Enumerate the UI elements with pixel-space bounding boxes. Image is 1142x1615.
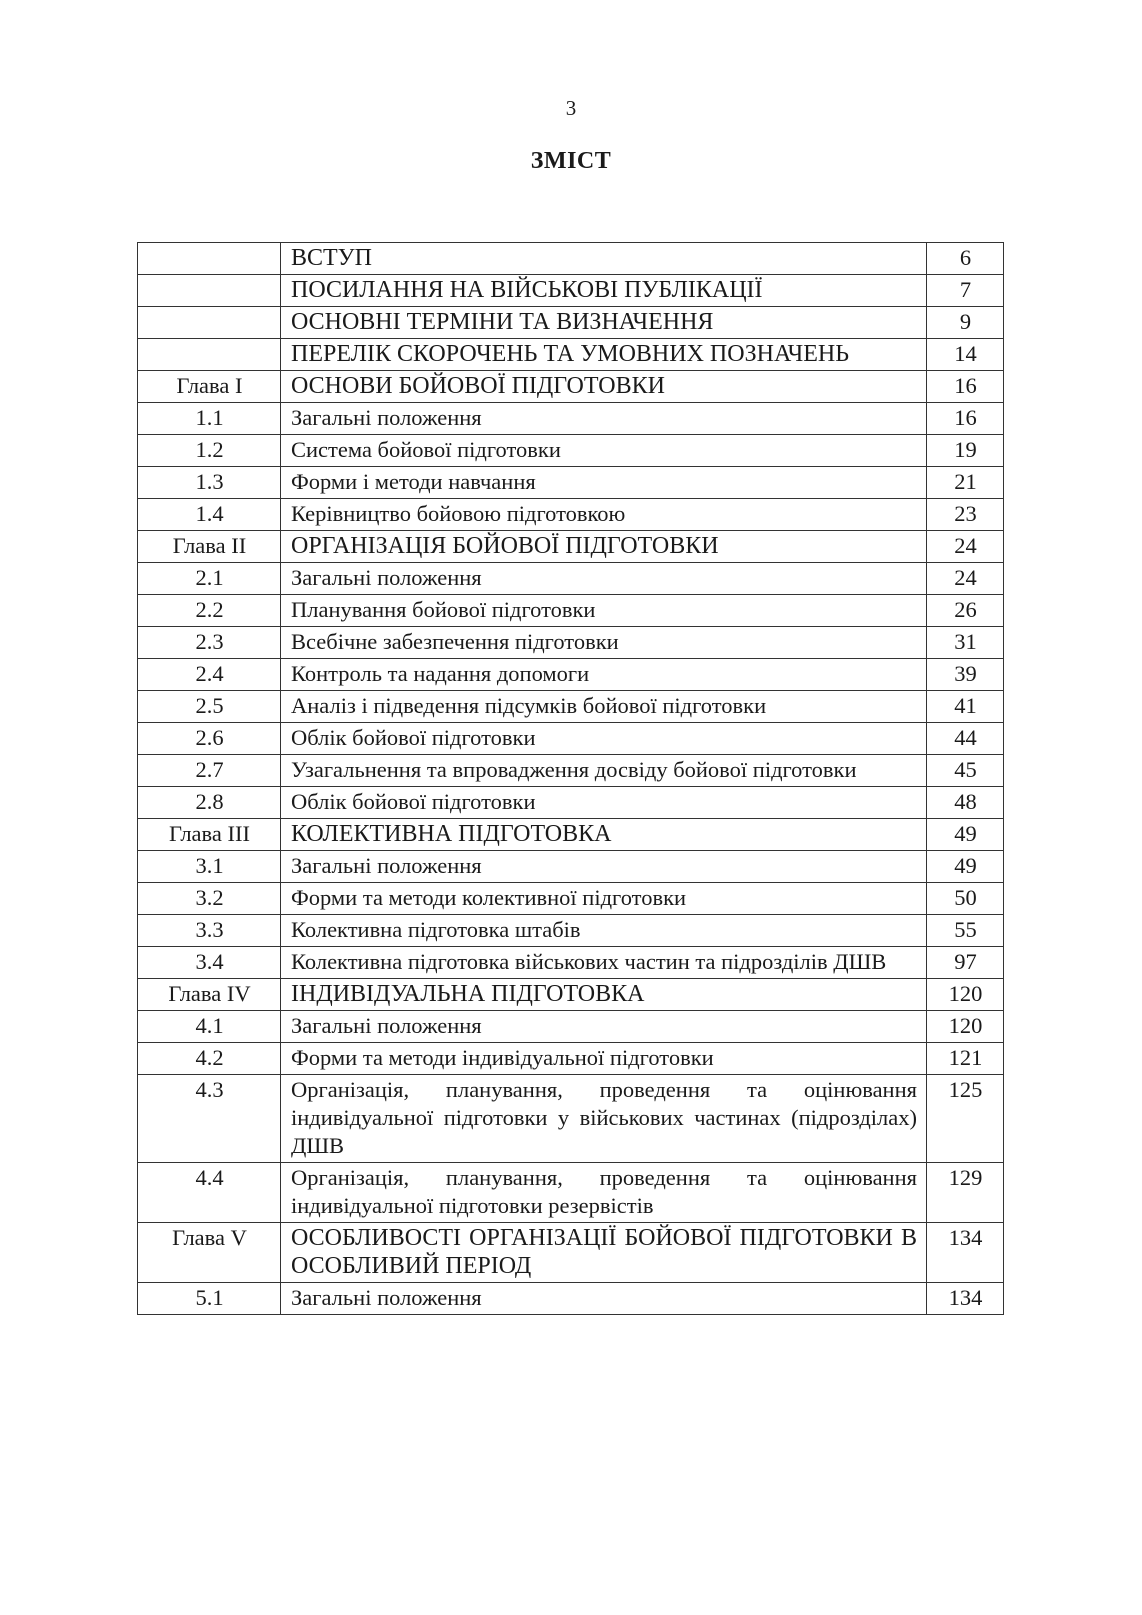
toc-section-title: Загальні положення [281, 563, 927, 595]
toc-row [138, 339, 1004, 371]
toc-page-number: 49 [927, 819, 1004, 851]
toc-page-number: 31 [927, 627, 1004, 659]
page-number: 3 [565, 96, 577, 120]
toc-row [138, 691, 1004, 723]
page-title: ЗМІСТ [530, 148, 612, 174]
toc-page-number: 6 [927, 243, 1004, 275]
toc-section-title: КОЛЕКТИВНА ПІДГОТОВКА [281, 819, 927, 851]
toc-page-number: 26 [927, 595, 1004, 627]
toc-section-number: Глава II [138, 531, 281, 563]
toc-section-number: 2.4 [138, 659, 281, 691]
toc-section-title: ВСТУП [281, 243, 927, 275]
toc-page-number: 120 [927, 1011, 1004, 1043]
toc-section-number: Глава IV [138, 979, 281, 1011]
toc-section-number: 2.7 [138, 755, 281, 787]
toc-page-number: 44 [927, 723, 1004, 755]
toc-section-title: Загальні положення [281, 403, 927, 435]
toc-row [138, 467, 1004, 499]
toc-section-title: Керівництво бойовою підготовкою [281, 499, 927, 531]
toc-section-title: Узагальнення та впровадження досвіду бойової підготовки [281, 755, 927, 787]
toc-section-title: Форми та методи колективної підготовки [281, 883, 927, 915]
toc-page-number: 9 [927, 307, 1004, 339]
toc-row [138, 947, 1004, 979]
toc-section-number [138, 339, 281, 371]
toc-section-number: 2.2 [138, 595, 281, 627]
toc-section-title: Загальні положення [281, 1011, 927, 1043]
toc-page-number: 45 [927, 755, 1004, 787]
toc-page-number: 129 [927, 1163, 1004, 1223]
toc-section-title: ІНДИВІДУАЛЬНА ПІДГОТОВКА [281, 979, 927, 1011]
toc-row [138, 723, 1004, 755]
toc-row [138, 979, 1004, 1011]
toc-section-title: ОРГАНІЗАЦІЯ БОЙОВОЇ ПІДГОТОВКИ [281, 531, 927, 563]
toc-section-title: ОСОБЛИВОСТІ ОРГАНІЗАЦІЇ БОЙОВОЇ ПІДГОТОВКИ В ОСОБЛИВИЙ ПЕРІОД [281, 1223, 927, 1283]
toc-section-title: ПОСИЛАННЯ НА ВІЙСЬКОВІ ПУБЛІКАЦІЇ [281, 275, 927, 307]
toc-page-number: 39 [927, 659, 1004, 691]
toc-section-title: ОСНОВНІ ТЕРМІНИ ТА ВИЗНАЧЕННЯ [281, 307, 927, 339]
toc-section-number: 2.6 [138, 723, 281, 755]
toc-row [138, 595, 1004, 627]
toc-section-title: Організація, планування, проведення та оцінювання індивідуальної підготовки резервістів [281, 1163, 927, 1223]
toc-section-number: 2.3 [138, 627, 281, 659]
toc-row [138, 1223, 1004, 1283]
toc-row [138, 275, 1004, 307]
toc-section-number: 2.1 [138, 563, 281, 595]
toc-row [138, 403, 1004, 435]
toc-section-number [138, 307, 281, 339]
toc-section-title: Колективна підготовка військових частин та підрозділів ДШВ [281, 947, 927, 979]
toc-section-number: 5.1 [138, 1283, 281, 1315]
toc-page-number: 49 [927, 851, 1004, 883]
toc-section-title: Система бойової підготовки [281, 435, 927, 467]
toc-section-title: Всебічне забезпечення підготовки [281, 627, 927, 659]
toc-row [138, 1043, 1004, 1075]
toc-section-number [138, 275, 281, 307]
toc-section-title: ОСНОВИ БОЙОВОЇ ПІДГОТОВКИ [281, 371, 927, 403]
toc-row [138, 883, 1004, 915]
toc-body [138, 243, 1004, 1315]
toc-section-number: 3.2 [138, 883, 281, 915]
toc-page-number: 23 [927, 499, 1004, 531]
toc-section-number: 3.3 [138, 915, 281, 947]
toc-section-number: 2.8 [138, 787, 281, 819]
toc-page-number: 125 [927, 1075, 1004, 1163]
toc-page-number: 134 [927, 1283, 1004, 1315]
toc-row [138, 435, 1004, 467]
toc-row [138, 1011, 1004, 1043]
toc-section-number: 1.1 [138, 403, 281, 435]
toc-section-number: 4.4 [138, 1163, 281, 1223]
toc-row [138, 499, 1004, 531]
toc-row [138, 307, 1004, 339]
toc-section-number: 3.4 [138, 947, 281, 979]
toc-section-number: 3.1 [138, 851, 281, 883]
toc-section-title: Контроль та надання допомоги [281, 659, 927, 691]
toc-row [138, 915, 1004, 947]
toc-row [138, 371, 1004, 403]
toc-row [138, 563, 1004, 595]
toc-row [138, 659, 1004, 691]
toc-page-number: 16 [927, 371, 1004, 403]
toc-page-number: 7 [927, 275, 1004, 307]
toc-section-number [138, 243, 281, 275]
toc-page-number: 55 [927, 915, 1004, 947]
toc-page-number: 24 [927, 531, 1004, 563]
toc-section-number: 4.2 [138, 1043, 281, 1075]
toc-page-number: 48 [927, 787, 1004, 819]
toc-section-number: 4.1 [138, 1011, 281, 1043]
toc-page-number: 134 [927, 1223, 1004, 1283]
toc-section-title: Облік бойової підготовки [281, 723, 927, 755]
toc-section-title: Аналіз і підведення підсумків бойової підготовки [281, 691, 927, 723]
toc-section-title: Колективна підготовка штабів [281, 915, 927, 947]
toc-page-number: 120 [927, 979, 1004, 1011]
toc-row [138, 787, 1004, 819]
toc-row [138, 243, 1004, 275]
toc-row [138, 1075, 1004, 1163]
toc-row [138, 1283, 1004, 1315]
toc-row [138, 1163, 1004, 1223]
toc-row [138, 531, 1004, 563]
toc-section-number: Глава I [138, 371, 281, 403]
toc-section-number: 1.2 [138, 435, 281, 467]
toc-section-title: Загальні положення [281, 1283, 927, 1315]
toc-row [138, 851, 1004, 883]
toc-row [138, 819, 1004, 851]
toc-page-number: 50 [927, 883, 1004, 915]
toc-section-title: Облік бойової підготовки [281, 787, 927, 819]
toc-section-number: Глава III [138, 819, 281, 851]
toc-section-number: 1.3 [138, 467, 281, 499]
toc-page-number: 21 [927, 467, 1004, 499]
toc-page-number: 121 [927, 1043, 1004, 1075]
toc-row [138, 755, 1004, 787]
table-of-contents [137, 242, 1004, 1315]
toc-section-number: 1.4 [138, 499, 281, 531]
toc-section-number: 2.5 [138, 691, 281, 723]
toc-section-title: Форми і методи навчання [281, 467, 927, 499]
toc-section-title: ПЕРЕЛІК СКОРОЧЕНЬ ТА УМОВНИХ ПОЗНАЧЕНЬ [281, 339, 927, 371]
toc-section-title: Планування бойової підготовки [281, 595, 927, 627]
toc-page-number: 41 [927, 691, 1004, 723]
toc-section-number: Глава V [138, 1223, 281, 1283]
toc-page-number: 24 [927, 563, 1004, 595]
toc-row [138, 627, 1004, 659]
toc-page-number: 19 [927, 435, 1004, 467]
toc-page-number: 16 [927, 403, 1004, 435]
toc-page-number: 14 [927, 339, 1004, 371]
toc-page-number: 97 [927, 947, 1004, 979]
toc-section-title: Форми та методи індивідуальної підготовки [281, 1043, 927, 1075]
toc-section-number: 4.3 [138, 1075, 281, 1163]
toc-section-title: Загальні положення [281, 851, 927, 883]
toc-section-title: Організація, планування, проведення та оцінювання індивідуальної підготовки у військових частинах (підрозділах) ДШВ [281, 1075, 927, 1163]
